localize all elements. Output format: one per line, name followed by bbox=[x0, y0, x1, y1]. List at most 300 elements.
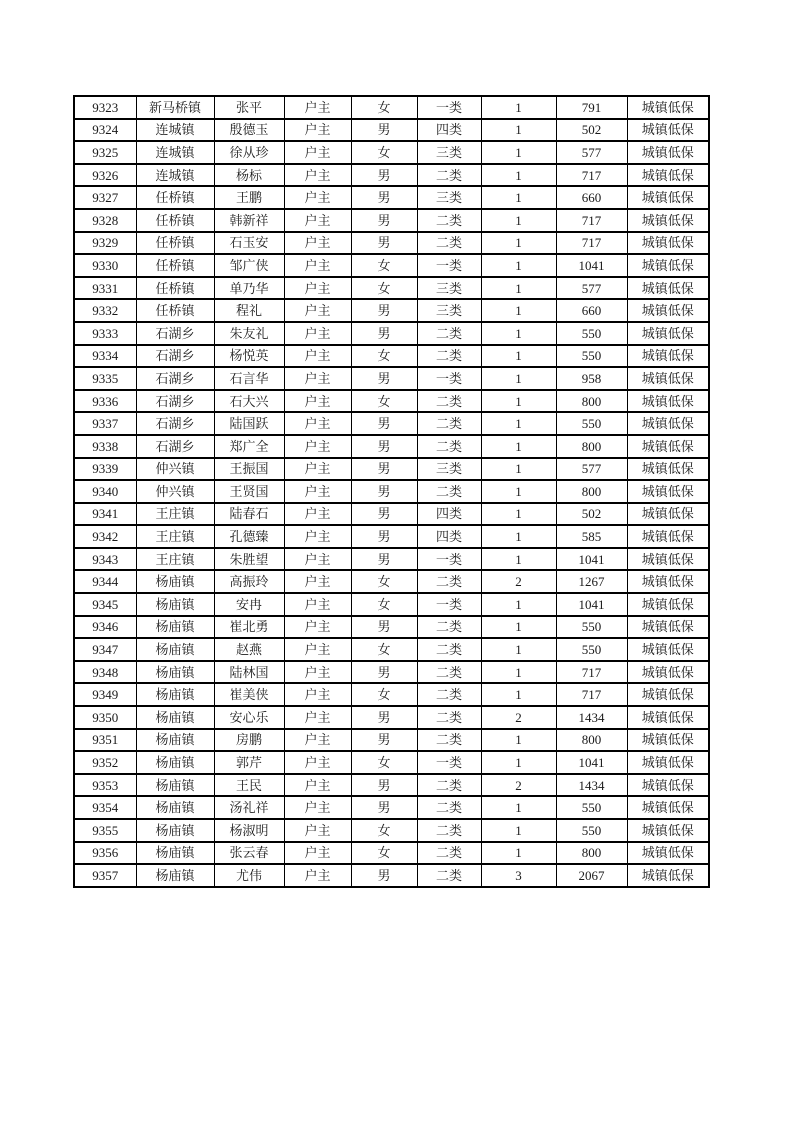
gender-cell: 男 bbox=[351, 458, 417, 481]
person-count-cell: 1 bbox=[481, 277, 556, 300]
relation-cell: 户主 bbox=[284, 119, 351, 142]
amount-cell: 502 bbox=[556, 119, 627, 142]
amount-cell: 1041 bbox=[556, 548, 627, 571]
amount-cell: 577 bbox=[556, 277, 627, 300]
amount-cell: 577 bbox=[556, 141, 627, 164]
welfare-type-cell: 城镇低保 bbox=[627, 390, 709, 413]
record-id-cell: 9339 bbox=[74, 458, 136, 481]
relation-cell: 户主 bbox=[284, 796, 351, 819]
category-cell: 二类 bbox=[417, 706, 481, 729]
person-name-cell: 殷德玉 bbox=[214, 119, 284, 142]
welfare-type-cell: 城镇低保 bbox=[627, 164, 709, 187]
record-id-cell: 9351 bbox=[74, 729, 136, 752]
gender-cell: 男 bbox=[351, 729, 417, 752]
relation-cell: 户主 bbox=[284, 299, 351, 322]
amount-cell: 2067 bbox=[556, 864, 627, 887]
welfare-type-cell: 城镇低保 bbox=[627, 864, 709, 887]
table-row bbox=[74, 345, 709, 368]
person-count-cell: 1 bbox=[481, 322, 556, 345]
relation-cell: 户主 bbox=[284, 751, 351, 774]
table-row bbox=[74, 367, 709, 390]
person-count-cell: 1 bbox=[481, 683, 556, 706]
town-cell: 石湖乡 bbox=[136, 345, 214, 368]
town-cell: 杨庙镇 bbox=[136, 570, 214, 593]
gender-cell: 男 bbox=[351, 164, 417, 187]
table-row bbox=[74, 706, 709, 729]
relation-cell: 户主 bbox=[284, 593, 351, 616]
table-row bbox=[74, 141, 709, 164]
table-row bbox=[74, 774, 709, 797]
person-count-cell: 1 bbox=[481, 345, 556, 368]
gender-cell: 男 bbox=[351, 706, 417, 729]
relation-cell: 户主 bbox=[284, 164, 351, 187]
town-cell: 仲兴镇 bbox=[136, 480, 214, 503]
person-count-cell: 1 bbox=[481, 119, 556, 142]
table-row bbox=[74, 729, 709, 752]
person-count-cell: 1 bbox=[481, 435, 556, 458]
person-name-cell: 崔美侠 bbox=[214, 683, 284, 706]
record-id-cell: 9325 bbox=[74, 141, 136, 164]
person-count-cell: 3 bbox=[481, 864, 556, 887]
town-cell: 石湖乡 bbox=[136, 390, 214, 413]
person-name-cell: 陆春石 bbox=[214, 503, 284, 526]
record-id-cell: 9342 bbox=[74, 525, 136, 548]
table-row bbox=[74, 751, 709, 774]
gender-cell: 男 bbox=[351, 367, 417, 390]
relation-cell: 户主 bbox=[284, 367, 351, 390]
gender-cell: 女 bbox=[351, 638, 417, 661]
amount-cell: 1434 bbox=[556, 706, 627, 729]
relation-cell: 户主 bbox=[284, 390, 351, 413]
amount-cell: 502 bbox=[556, 503, 627, 526]
town-cell: 任桥镇 bbox=[136, 254, 214, 277]
town-cell: 杨庙镇 bbox=[136, 729, 214, 752]
welfare-type-cell: 城镇低保 bbox=[627, 367, 709, 390]
category-cell: 二类 bbox=[417, 864, 481, 887]
record-id-cell: 9334 bbox=[74, 345, 136, 368]
person-count-cell: 1 bbox=[481, 164, 556, 187]
person-name-cell: 韩新祥 bbox=[214, 209, 284, 232]
welfare-type-cell: 城镇低保 bbox=[627, 503, 709, 526]
category-cell: 二类 bbox=[417, 390, 481, 413]
table-row bbox=[74, 842, 709, 865]
table-row bbox=[74, 277, 709, 300]
amount-cell: 717 bbox=[556, 209, 627, 232]
gender-cell: 男 bbox=[351, 480, 417, 503]
category-cell: 二类 bbox=[417, 345, 481, 368]
relation-cell: 户主 bbox=[284, 683, 351, 706]
record-id-cell: 9330 bbox=[74, 254, 136, 277]
amount-cell: 550 bbox=[556, 796, 627, 819]
welfare-type-cell: 城镇低保 bbox=[627, 706, 709, 729]
category-cell: 一类 bbox=[417, 96, 481, 119]
person-count-cell: 1 bbox=[481, 141, 556, 164]
record-id-cell: 9326 bbox=[74, 164, 136, 187]
town-cell: 任桥镇 bbox=[136, 186, 214, 209]
person-count-cell: 2 bbox=[481, 774, 556, 797]
town-cell: 杨庙镇 bbox=[136, 638, 214, 661]
table-row bbox=[74, 119, 709, 142]
person-name-cell: 郭芹 bbox=[214, 751, 284, 774]
town-cell: 连城镇 bbox=[136, 164, 214, 187]
category-cell: 三类 bbox=[417, 277, 481, 300]
gender-cell: 男 bbox=[351, 661, 417, 684]
record-id-cell: 9357 bbox=[74, 864, 136, 887]
welfare-type-cell: 城镇低保 bbox=[627, 774, 709, 797]
gender-cell: 男 bbox=[351, 412, 417, 435]
table-row bbox=[74, 796, 709, 819]
person-name-cell: 陆林国 bbox=[214, 661, 284, 684]
gender-cell: 男 bbox=[351, 232, 417, 255]
table-row bbox=[74, 322, 709, 345]
person-count-cell: 1 bbox=[481, 842, 556, 865]
relation-cell: 户主 bbox=[284, 96, 351, 119]
person-name-cell: 杨淑明 bbox=[214, 819, 284, 842]
gender-cell: 男 bbox=[351, 525, 417, 548]
table-row bbox=[74, 503, 709, 526]
record-id-cell: 9340 bbox=[74, 480, 136, 503]
category-cell: 二类 bbox=[417, 209, 481, 232]
town-cell: 任桥镇 bbox=[136, 277, 214, 300]
category-cell: 二类 bbox=[417, 729, 481, 752]
record-id-cell: 9336 bbox=[74, 390, 136, 413]
amount-cell: 717 bbox=[556, 164, 627, 187]
person-name-cell: 王鹏 bbox=[214, 186, 284, 209]
category-cell: 二类 bbox=[417, 570, 481, 593]
town-cell: 杨庙镇 bbox=[136, 842, 214, 865]
category-cell: 二类 bbox=[417, 819, 481, 842]
record-id-cell: 9335 bbox=[74, 367, 136, 390]
welfare-type-cell: 城镇低保 bbox=[627, 119, 709, 142]
town-cell: 杨庙镇 bbox=[136, 661, 214, 684]
record-id-cell: 9328 bbox=[74, 209, 136, 232]
record-id-cell: 9338 bbox=[74, 435, 136, 458]
amount-cell: 550 bbox=[556, 412, 627, 435]
person-name-cell: 杨悦英 bbox=[214, 345, 284, 368]
relation-cell: 户主 bbox=[284, 458, 351, 481]
welfare-type-cell: 城镇低保 bbox=[627, 638, 709, 661]
person-count-cell: 1 bbox=[481, 209, 556, 232]
welfare-type-cell: 城镇低保 bbox=[627, 96, 709, 119]
gender-cell: 男 bbox=[351, 322, 417, 345]
gender-cell: 女 bbox=[351, 345, 417, 368]
town-cell: 杨庙镇 bbox=[136, 616, 214, 639]
welfare-type-cell: 城镇低保 bbox=[627, 345, 709, 368]
relation-cell: 户主 bbox=[284, 322, 351, 345]
welfare-type-cell: 城镇低保 bbox=[627, 141, 709, 164]
person-count-cell: 1 bbox=[481, 593, 556, 616]
welfare-type-cell: 城镇低保 bbox=[627, 209, 709, 232]
relation-cell: 户主 bbox=[284, 254, 351, 277]
category-cell: 一类 bbox=[417, 593, 481, 616]
category-cell: 一类 bbox=[417, 254, 481, 277]
town-cell: 任桥镇 bbox=[136, 209, 214, 232]
person-name-cell: 尤伟 bbox=[214, 864, 284, 887]
amount-cell: 791 bbox=[556, 96, 627, 119]
relation-cell: 户主 bbox=[284, 232, 351, 255]
gender-cell: 男 bbox=[351, 209, 417, 232]
relation-cell: 户主 bbox=[284, 209, 351, 232]
category-cell: 一类 bbox=[417, 751, 481, 774]
amount-cell: 800 bbox=[556, 729, 627, 752]
gender-cell: 男 bbox=[351, 119, 417, 142]
record-id-cell: 9329 bbox=[74, 232, 136, 255]
person-count-cell: 1 bbox=[481, 751, 556, 774]
person-count-cell: 1 bbox=[481, 412, 556, 435]
person-name-cell: 杨标 bbox=[214, 164, 284, 187]
person-count-cell: 1 bbox=[481, 638, 556, 661]
relation-cell: 户主 bbox=[284, 345, 351, 368]
category-cell: 三类 bbox=[417, 299, 481, 322]
amount-cell: 800 bbox=[556, 435, 627, 458]
amount-cell: 577 bbox=[556, 458, 627, 481]
person-name-cell: 单乃华 bbox=[214, 277, 284, 300]
category-cell: 二类 bbox=[417, 164, 481, 187]
category-cell: 四类 bbox=[417, 119, 481, 142]
record-id-cell: 9331 bbox=[74, 277, 136, 300]
town-cell: 杨庙镇 bbox=[136, 796, 214, 819]
amount-cell: 550 bbox=[556, 345, 627, 368]
town-cell: 石湖乡 bbox=[136, 367, 214, 390]
table-row bbox=[74, 209, 709, 232]
table-row bbox=[74, 254, 709, 277]
amount-cell: 1041 bbox=[556, 593, 627, 616]
amount-cell: 717 bbox=[556, 683, 627, 706]
person-count-cell: 1 bbox=[481, 367, 556, 390]
gender-cell: 男 bbox=[351, 299, 417, 322]
category-cell: 二类 bbox=[417, 412, 481, 435]
amount-cell: 550 bbox=[556, 616, 627, 639]
amount-cell: 585 bbox=[556, 525, 627, 548]
amount-cell: 660 bbox=[556, 299, 627, 322]
amount-cell: 1041 bbox=[556, 254, 627, 277]
gender-cell: 男 bbox=[351, 186, 417, 209]
person-count-cell: 1 bbox=[481, 796, 556, 819]
welfare-type-cell: 城镇低保 bbox=[627, 683, 709, 706]
table-row bbox=[74, 480, 709, 503]
record-id-cell: 9324 bbox=[74, 119, 136, 142]
welfare-type-cell: 城镇低保 bbox=[627, 254, 709, 277]
table-row bbox=[74, 661, 709, 684]
table-row bbox=[74, 186, 709, 209]
category-cell: 三类 bbox=[417, 141, 481, 164]
table-row bbox=[74, 570, 709, 593]
gender-cell: 女 bbox=[351, 683, 417, 706]
category-cell: 二类 bbox=[417, 796, 481, 819]
person-count-cell: 2 bbox=[481, 706, 556, 729]
relation-cell: 户主 bbox=[284, 548, 351, 571]
amount-cell: 958 bbox=[556, 367, 627, 390]
gender-cell: 女 bbox=[351, 96, 417, 119]
gender-cell: 男 bbox=[351, 616, 417, 639]
table-row bbox=[74, 683, 709, 706]
gender-cell: 男 bbox=[351, 796, 417, 819]
relation-cell: 户主 bbox=[284, 616, 351, 639]
relation-cell: 户主 bbox=[284, 706, 351, 729]
welfare-recipients-table bbox=[73, 95, 710, 888]
person-name-cell: 徐从珍 bbox=[214, 141, 284, 164]
table-row bbox=[74, 96, 709, 119]
category-cell: 一类 bbox=[417, 367, 481, 390]
person-name-cell: 安心乐 bbox=[214, 706, 284, 729]
gender-cell: 女 bbox=[351, 819, 417, 842]
table-row bbox=[74, 638, 709, 661]
amount-cell: 660 bbox=[556, 186, 627, 209]
relation-cell: 户主 bbox=[284, 412, 351, 435]
category-cell: 四类 bbox=[417, 503, 481, 526]
welfare-type-cell: 城镇低保 bbox=[627, 593, 709, 616]
welfare-type-cell: 城镇低保 bbox=[627, 412, 709, 435]
record-id-cell: 9343 bbox=[74, 548, 136, 571]
record-id-cell: 9327 bbox=[74, 186, 136, 209]
town-cell: 杨庙镇 bbox=[136, 864, 214, 887]
welfare-type-cell: 城镇低保 bbox=[627, 277, 709, 300]
category-cell: 二类 bbox=[417, 661, 481, 684]
welfare-type-cell: 城镇低保 bbox=[627, 796, 709, 819]
category-cell: 二类 bbox=[417, 683, 481, 706]
person-name-cell: 高振玲 bbox=[214, 570, 284, 593]
town-cell: 王庄镇 bbox=[136, 503, 214, 526]
record-id-cell: 9347 bbox=[74, 638, 136, 661]
table-row bbox=[74, 458, 709, 481]
welfare-type-cell: 城镇低保 bbox=[627, 548, 709, 571]
person-count-cell: 1 bbox=[481, 480, 556, 503]
person-count-cell: 1 bbox=[481, 299, 556, 322]
town-cell: 杨庙镇 bbox=[136, 751, 214, 774]
town-cell: 石湖乡 bbox=[136, 322, 214, 345]
person-count-cell: 1 bbox=[481, 96, 556, 119]
relation-cell: 户主 bbox=[284, 435, 351, 458]
record-id-cell: 9356 bbox=[74, 842, 136, 865]
relation-cell: 户主 bbox=[284, 480, 351, 503]
relation-cell: 户主 bbox=[284, 570, 351, 593]
person-name-cell: 孔德臻 bbox=[214, 525, 284, 548]
gender-cell: 男 bbox=[351, 503, 417, 526]
gender-cell: 男 bbox=[351, 548, 417, 571]
amount-cell: 1041 bbox=[556, 751, 627, 774]
relation-cell: 户主 bbox=[284, 141, 351, 164]
category-cell: 二类 bbox=[417, 616, 481, 639]
person-name-cell: 石言华 bbox=[214, 367, 284, 390]
table-row bbox=[74, 593, 709, 616]
record-id-cell: 9341 bbox=[74, 503, 136, 526]
town-cell: 杨庙镇 bbox=[136, 593, 214, 616]
person-count-cell: 1 bbox=[481, 503, 556, 526]
gender-cell: 男 bbox=[351, 435, 417, 458]
welfare-type-cell: 城镇低保 bbox=[627, 299, 709, 322]
town-cell: 杨庙镇 bbox=[136, 683, 214, 706]
person-name-cell: 赵燕 bbox=[214, 638, 284, 661]
person-name-cell: 张平 bbox=[214, 96, 284, 119]
welfare-type-cell: 城镇低保 bbox=[627, 570, 709, 593]
person-name-cell: 房鹏 bbox=[214, 729, 284, 752]
person-count-cell: 1 bbox=[481, 661, 556, 684]
person-count-cell: 1 bbox=[481, 254, 556, 277]
town-cell: 连城镇 bbox=[136, 141, 214, 164]
record-id-cell: 9354 bbox=[74, 796, 136, 819]
person-name-cell: 邹广侠 bbox=[214, 254, 284, 277]
town-cell: 王庄镇 bbox=[136, 525, 214, 548]
table-row bbox=[74, 412, 709, 435]
table-row bbox=[74, 525, 709, 548]
town-cell: 石湖乡 bbox=[136, 435, 214, 458]
gender-cell: 女 bbox=[351, 751, 417, 774]
category-cell: 三类 bbox=[417, 458, 481, 481]
category-cell: 二类 bbox=[417, 774, 481, 797]
welfare-type-cell: 城镇低保 bbox=[627, 661, 709, 684]
person-count-cell: 1 bbox=[481, 525, 556, 548]
welfare-type-cell: 城镇低保 bbox=[627, 729, 709, 752]
category-cell: 二类 bbox=[417, 232, 481, 255]
category-cell: 二类 bbox=[417, 842, 481, 865]
person-name-cell: 陆国跃 bbox=[214, 412, 284, 435]
relation-cell: 户主 bbox=[284, 638, 351, 661]
amount-cell: 717 bbox=[556, 232, 627, 255]
category-cell: 二类 bbox=[417, 480, 481, 503]
person-name-cell: 安冉 bbox=[214, 593, 284, 616]
gender-cell: 女 bbox=[351, 254, 417, 277]
amount-cell: 800 bbox=[556, 842, 627, 865]
amount-cell: 550 bbox=[556, 322, 627, 345]
person-count-cell: 2 bbox=[481, 570, 556, 593]
town-cell: 新马桥镇 bbox=[136, 96, 214, 119]
person-name-cell: 张云春 bbox=[214, 842, 284, 865]
amount-cell: 717 bbox=[556, 661, 627, 684]
person-name-cell: 汤礼祥 bbox=[214, 796, 284, 819]
town-cell: 仲兴镇 bbox=[136, 458, 214, 481]
table-row bbox=[74, 819, 709, 842]
table-row bbox=[74, 616, 709, 639]
person-count-cell: 1 bbox=[481, 390, 556, 413]
welfare-type-cell: 城镇低保 bbox=[627, 751, 709, 774]
person-name-cell: 石大兴 bbox=[214, 390, 284, 413]
person-count-cell: 1 bbox=[481, 616, 556, 639]
record-id-cell: 9352 bbox=[74, 751, 136, 774]
person-name-cell: 王民 bbox=[214, 774, 284, 797]
record-id-cell: 9323 bbox=[74, 96, 136, 119]
relation-cell: 户主 bbox=[284, 819, 351, 842]
amount-cell: 800 bbox=[556, 390, 627, 413]
category-cell: 一类 bbox=[417, 548, 481, 571]
record-id-cell: 9353 bbox=[74, 774, 136, 797]
record-id-cell: 9349 bbox=[74, 683, 136, 706]
town-cell: 杨庙镇 bbox=[136, 819, 214, 842]
record-id-cell: 9348 bbox=[74, 661, 136, 684]
welfare-type-cell: 城镇低保 bbox=[627, 842, 709, 865]
relation-cell: 户主 bbox=[284, 503, 351, 526]
category-cell: 三类 bbox=[417, 186, 481, 209]
relation-cell: 户主 bbox=[284, 864, 351, 887]
gender-cell: 男 bbox=[351, 774, 417, 797]
gender-cell: 女 bbox=[351, 570, 417, 593]
town-cell: 任桥镇 bbox=[136, 299, 214, 322]
table-row bbox=[74, 548, 709, 571]
town-cell: 王庄镇 bbox=[136, 548, 214, 571]
table-row bbox=[74, 390, 709, 413]
person-name-cell: 程礼 bbox=[214, 299, 284, 322]
amount-cell: 1434 bbox=[556, 774, 627, 797]
town-cell: 杨庙镇 bbox=[136, 706, 214, 729]
record-id-cell: 9332 bbox=[74, 299, 136, 322]
table-row bbox=[74, 232, 709, 255]
relation-cell: 户主 bbox=[284, 525, 351, 548]
person-count-cell: 1 bbox=[481, 186, 556, 209]
amount-cell: 550 bbox=[556, 638, 627, 661]
table-row bbox=[74, 299, 709, 322]
amount-cell: 800 bbox=[556, 480, 627, 503]
record-id-cell: 9337 bbox=[74, 412, 136, 435]
relation-cell: 户主 bbox=[284, 661, 351, 684]
